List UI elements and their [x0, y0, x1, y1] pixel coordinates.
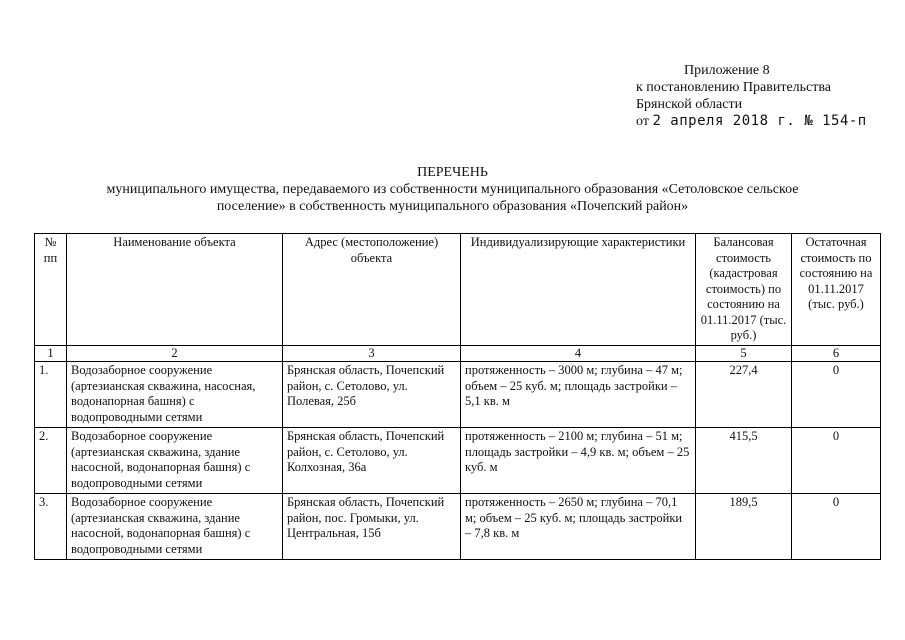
table-row [35, 428, 881, 494]
header-num: № пп [35, 234, 67, 346]
appendix-date-line [636, 113, 867, 130]
column-number: 2 [67, 345, 283, 362]
header-name: Наименование объекта [67, 234, 283, 346]
title-line-2: поселение» в собственность муниципального образования «Почепский район» [216, 199, 689, 214]
document-title [30, 164, 875, 215]
object-name: Водозаборное сооружение (артезианская скважина, здание насосной, водонапорная башня) с водопроводными сетями [67, 494, 283, 560]
residual-value: 0 [792, 494, 881, 560]
property-table [34, 233, 881, 560]
balance-value: 227,4 [696, 362, 792, 428]
row-number: 2. [35, 428, 67, 494]
table-header-row [35, 234, 881, 346]
object-characteristics: протяженность – 3000 м; глубина – 47 м; объем – 25 куб. м; площадь застройки – 5,1 кв. м [461, 362, 696, 428]
appendix-block [636, 62, 867, 130]
appendix-date-handwritten: 2 апреля 2018 г. № 154-п [652, 113, 867, 129]
object-name: Водозаборное сооружение (артезианская скважина, насосная, водонапорная башня) с водопроводными сетями [67, 362, 283, 428]
appendix-region: Брянской области [636, 97, 743, 112]
object-characteristics: протяженность – 2100 м; глубина – 51 м; площадь застройки – 4,9 кв. м; объем – 25 куб. м [461, 428, 696, 494]
column-number: 4 [461, 345, 696, 362]
title-line-1: муниципального имущества, передаваемого из собственности муниципального образования «Сетоловское сельское [106, 182, 799, 197]
column-number: 1 [35, 345, 67, 362]
object-address: Брянская область, Почепский район, с. Сетолово, ул. Колхозная, 36а [283, 428, 461, 494]
table-row [35, 494, 881, 560]
object-characteristics: протяженность – 2650 м; глубина – 70,1 м; объем – 25 куб. м; площадь застройки – 7,8 кв. м [461, 494, 696, 560]
row-number: 1. [35, 362, 67, 428]
header-residual-value: Остаточная стоимость по состоянию на 01.11.2017 (тыс. руб.) [792, 234, 881, 346]
balance-value: 415,5 [696, 428, 792, 494]
appendix-decree: к постановлению Правительства [636, 80, 832, 95]
residual-value: 0 [792, 362, 881, 428]
column-number-row [35, 345, 881, 362]
column-number: 3 [283, 345, 461, 362]
balance-value: 189,5 [696, 494, 792, 560]
column-number: 6 [792, 345, 881, 362]
appendix-title: Приложение 8 [684, 63, 770, 78]
column-number: 5 [696, 345, 792, 362]
object-address: Брянская область, Почепский район, с. Сетолово, ул. Полевая, 25б [283, 362, 461, 428]
header-balance-value: Балансовая стоимость (кадастровая стоимость) по состоянию на 01.11.2017 (тыс. руб.) [696, 234, 792, 346]
header-address: Адрес (местоположение) объекта [283, 234, 461, 346]
object-address: Брянская область, Почепский район, пос. Громыки, ул. Центральная, 15б [283, 494, 461, 560]
table-row [35, 362, 881, 428]
appendix-date-prefix: от [636, 114, 649, 129]
header-characteristics: Индивидуализирующие характеристики [461, 234, 696, 346]
row-number: 3. [35, 494, 67, 560]
residual-value: 0 [792, 428, 881, 494]
object-name: Водозаборное сооружение (артезианская скважина, здание насосной, водонапорная башня) с водопроводными сетями [67, 428, 283, 494]
title-heading: ПЕРЕЧЕНЬ [417, 165, 488, 180]
